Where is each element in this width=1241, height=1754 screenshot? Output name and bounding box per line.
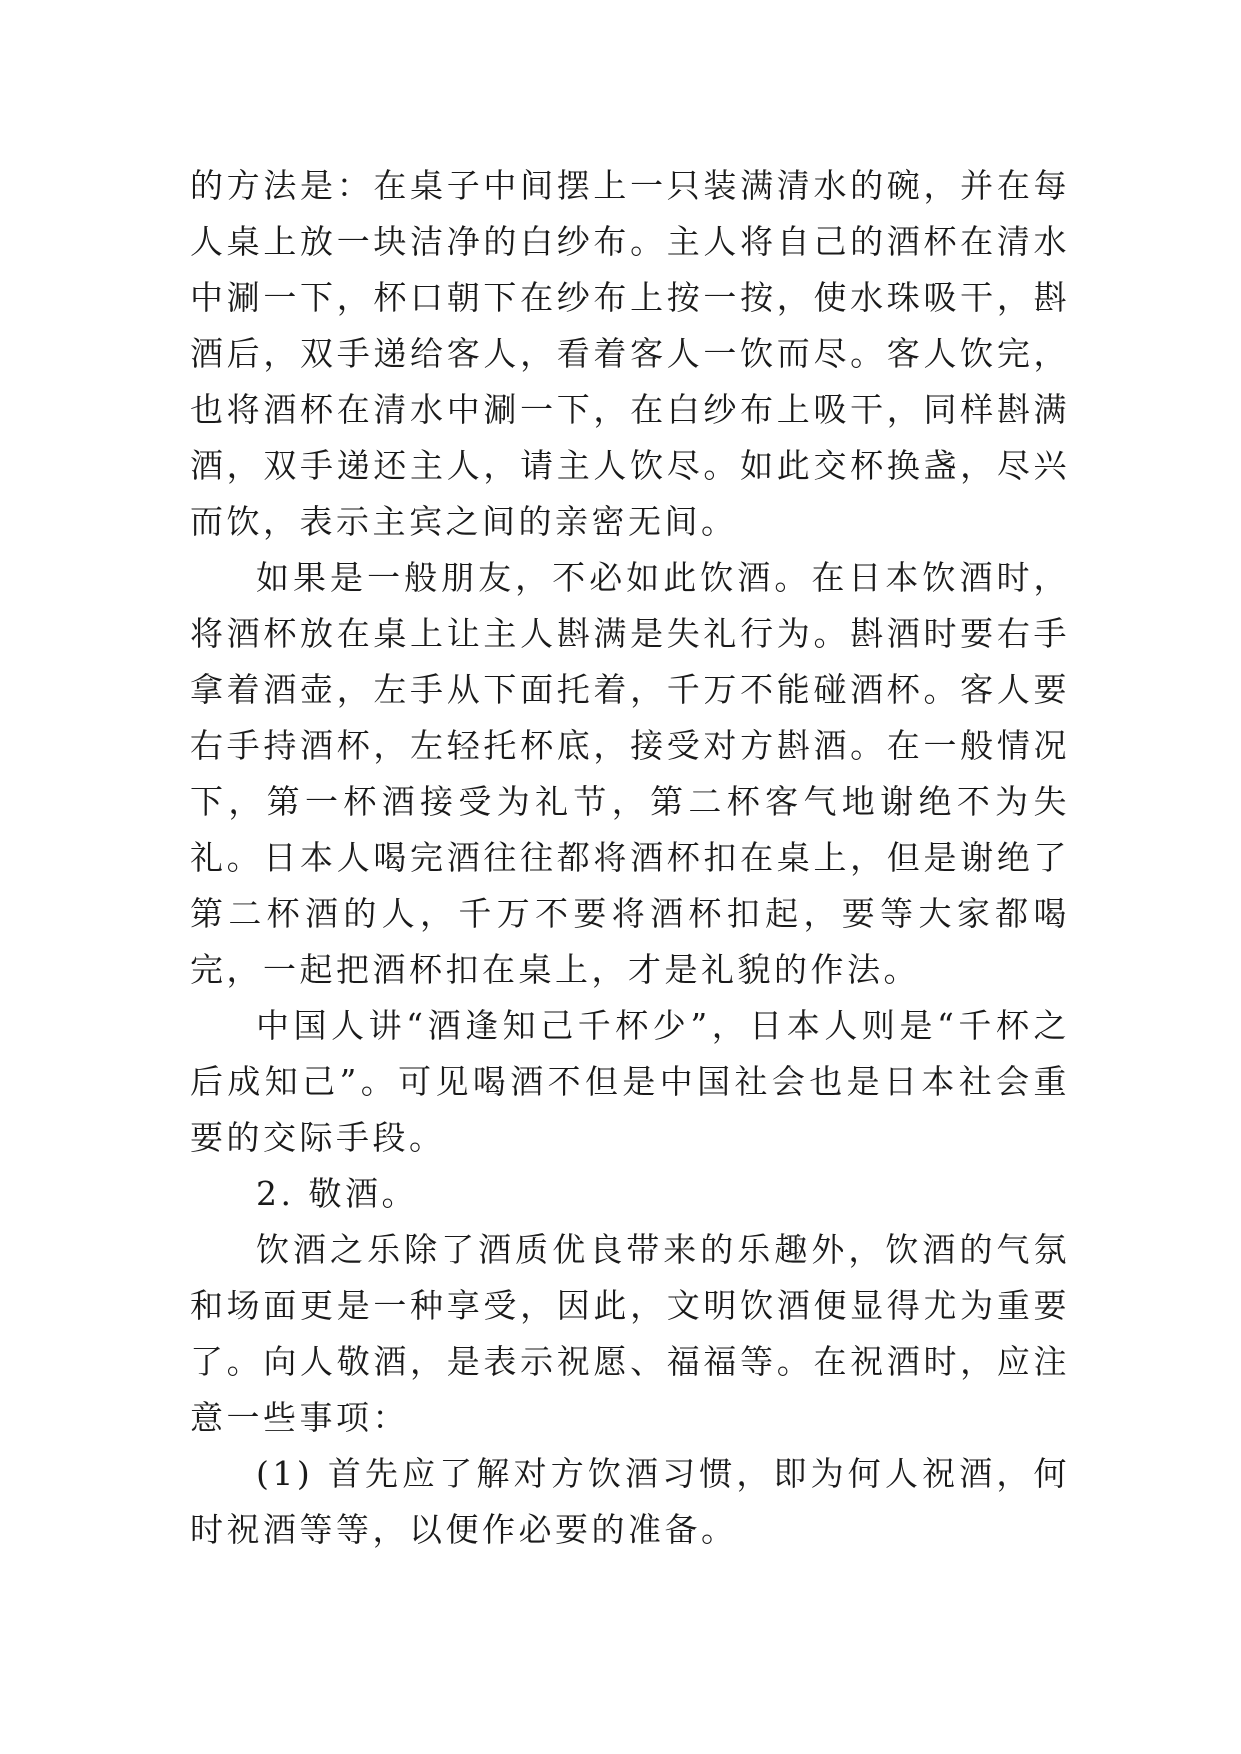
paragraph-3: 中国人讲“酒逢知己千杯少”，日本人则是“千杯之后成知己”。可见喝酒不但是中国社会也是日本社会重要的交际手段。 bbox=[190, 1006, 1070, 1157]
document-body bbox=[190, 158, 1070, 1558]
paragraph-2: 如果是一般朋友，不必如此饮酒。在日本饮酒时，将酒杯放在桌上让主人斟满是失礼行为。斟酒时要右手拿着酒壶，左手从下面托着，千万不能碰酒杯。客人要右手持酒杯，左轻托杯底，接受对方斟酒。在一般情况下，第一杯酒接受为礼节，第二杯客气地谢绝不为失礼。日本人喝完酒往往都将酒杯扣在桌上，但是谢绝了第二杯酒的人，千万不要将酒杯扣起，要等大家都喝完，一起把酒杯扣在桌上，才是礼貌的作法。 bbox=[190, 558, 1070, 989]
paragraph-1: 的方法是：在桌子中间摆上一只装满清水的碗，并在每人桌上放一块洁净的白纱布。主人将自己的酒杯在清水中涮一下，杯口朝下在纱布上按一按，使水珠吸干，斟酒后，双手递给客人，看着客人一饮而尽。客人饮完，也将酒杯在清水中涮一下，在白纱布上吸干，同样斟满酒，双手递还主人，请主人饮尽。如此交杯换盏，尽兴而饮，表示主宾之间的亲密无间。 bbox=[190, 166, 1070, 541]
list-item-1: (1) 首先应了解对方饮酒习惯，即为何人祝酒，何时祝酒等等，以便作必要的准备。 bbox=[190, 1454, 1070, 1549]
section-heading-toasting: 2. 敬酒。 bbox=[256, 1174, 418, 1213]
paragraph-5: 饮酒之乐除了酒质优良带来的乐趣外，饮酒的气氛和场面更是一种享受，因此，文明饮酒便显得尤为重要了。向人敬酒，是表示祝愿、福福等。在祝酒时，应注意一些事项： bbox=[190, 1230, 1070, 1437]
